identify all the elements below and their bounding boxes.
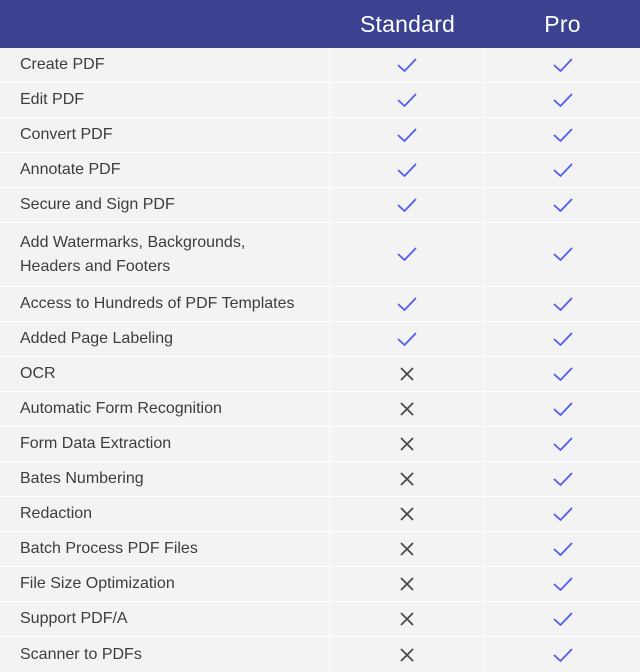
pro-cell bbox=[485, 532, 640, 566]
feature-label: Create PDF bbox=[0, 48, 330, 82]
table-row bbox=[0, 153, 640, 188]
pro-cell bbox=[485, 223, 640, 286]
feature-label: Batch Process PDF Files bbox=[0, 532, 330, 566]
standard-cell bbox=[330, 153, 485, 187]
feature-label: Redaction bbox=[0, 497, 330, 531]
table-row bbox=[0, 392, 640, 427]
cross-icon bbox=[400, 648, 414, 662]
check-icon bbox=[553, 128, 573, 143]
check-icon bbox=[553, 437, 573, 452]
header-standard: Standard bbox=[360, 10, 455, 37]
feature-label-line: Add Watermarks, Backgrounds, bbox=[20, 233, 246, 251]
feature-label: Automatic Form Recognition bbox=[0, 392, 330, 426]
pro-cell bbox=[485, 118, 640, 152]
pro-cell bbox=[485, 287, 640, 321]
cross-icon bbox=[400, 472, 414, 486]
pro-cell bbox=[485, 188, 640, 222]
table-row bbox=[0, 497, 640, 532]
check-icon bbox=[397, 332, 417, 347]
check-icon bbox=[553, 163, 573, 178]
cross-icon bbox=[400, 577, 414, 591]
table-body bbox=[0, 48, 640, 672]
pro-cell bbox=[485, 83, 640, 117]
pro-cell bbox=[485, 322, 640, 356]
standard-cell bbox=[330, 357, 485, 391]
feature-label: Form Data Extraction bbox=[0, 427, 330, 461]
check-icon bbox=[553, 58, 573, 73]
pro-cell bbox=[485, 392, 640, 426]
pro-cell bbox=[485, 497, 640, 531]
check-icon bbox=[553, 612, 573, 627]
header-feature-column bbox=[0, 0, 330, 48]
check-icon bbox=[397, 58, 417, 73]
table-row bbox=[0, 48, 640, 83]
feature-label: OCR bbox=[0, 357, 330, 391]
standard-cell bbox=[330, 637, 485, 672]
check-icon bbox=[553, 297, 573, 312]
table-row bbox=[0, 223, 640, 287]
feature-label: Annotate PDF bbox=[0, 153, 330, 187]
table-row bbox=[0, 188, 640, 223]
feature-label: Bates Numbering bbox=[0, 462, 330, 496]
table-row bbox=[0, 357, 640, 392]
feature-label: Secure and Sign PDF bbox=[0, 188, 330, 222]
cross-icon bbox=[400, 402, 414, 416]
header-pro: Pro bbox=[544, 10, 581, 37]
cross-icon bbox=[400, 507, 414, 521]
standard-cell bbox=[330, 118, 485, 152]
standard-cell bbox=[330, 462, 485, 496]
check-icon bbox=[553, 198, 573, 213]
pro-cell bbox=[485, 153, 640, 187]
table-row bbox=[0, 532, 640, 567]
pro-cell bbox=[485, 637, 640, 672]
feature-label: Convert PDF bbox=[0, 118, 330, 152]
cross-icon bbox=[400, 542, 414, 556]
feature-label bbox=[0, 223, 330, 286]
check-icon bbox=[553, 542, 573, 557]
feature-label: Access to Hundreds of PDF Templates bbox=[0, 287, 330, 321]
cross-icon bbox=[400, 367, 414, 381]
check-icon bbox=[553, 648, 573, 663]
standard-cell bbox=[330, 287, 485, 321]
table-row bbox=[0, 287, 640, 322]
check-icon bbox=[553, 332, 573, 347]
pro-cell bbox=[485, 48, 640, 82]
check-icon bbox=[553, 577, 573, 592]
check-icon bbox=[397, 128, 417, 143]
check-icon bbox=[397, 93, 417, 108]
check-icon bbox=[553, 402, 573, 417]
table-header bbox=[0, 0, 640, 48]
check-icon bbox=[553, 367, 573, 382]
check-icon bbox=[553, 93, 573, 108]
feature-label: File Size Optimization bbox=[0, 567, 330, 601]
pro-cell bbox=[485, 357, 640, 391]
cross-icon bbox=[400, 437, 414, 451]
check-icon bbox=[553, 507, 573, 522]
standard-cell bbox=[330, 322, 485, 356]
table-row bbox=[0, 637, 640, 672]
standard-cell bbox=[330, 532, 485, 566]
standard-cell bbox=[330, 223, 485, 286]
feature-label: Scanner to PDFs bbox=[0, 637, 330, 672]
table-row bbox=[0, 602, 640, 637]
table-row bbox=[0, 567, 640, 602]
pro-cell bbox=[485, 427, 640, 461]
standard-cell bbox=[330, 392, 485, 426]
standard-cell bbox=[330, 567, 485, 601]
standard-cell bbox=[330, 497, 485, 531]
table-row bbox=[0, 427, 640, 462]
check-icon bbox=[553, 247, 573, 262]
pro-cell bbox=[485, 567, 640, 601]
cross-icon bbox=[400, 612, 414, 626]
check-icon bbox=[397, 163, 417, 178]
pro-cell bbox=[485, 602, 640, 636]
check-icon bbox=[397, 247, 417, 262]
table-row bbox=[0, 462, 640, 497]
standard-cell bbox=[330, 427, 485, 461]
table-row bbox=[0, 322, 640, 357]
pro-cell bbox=[485, 462, 640, 496]
feature-label: Edit PDF bbox=[0, 83, 330, 117]
standard-cell bbox=[330, 602, 485, 636]
standard-cell bbox=[330, 48, 485, 82]
check-icon bbox=[397, 297, 417, 312]
feature-label: Added Page Labeling bbox=[0, 322, 330, 356]
table-row bbox=[0, 83, 640, 118]
check-icon bbox=[553, 472, 573, 487]
check-icon bbox=[397, 198, 417, 213]
standard-cell bbox=[330, 83, 485, 117]
feature-label-line: Headers and Footers bbox=[20, 257, 171, 275]
table-row bbox=[0, 118, 640, 153]
feature-label: Support PDF/A bbox=[0, 602, 330, 636]
standard-cell bbox=[330, 188, 485, 222]
